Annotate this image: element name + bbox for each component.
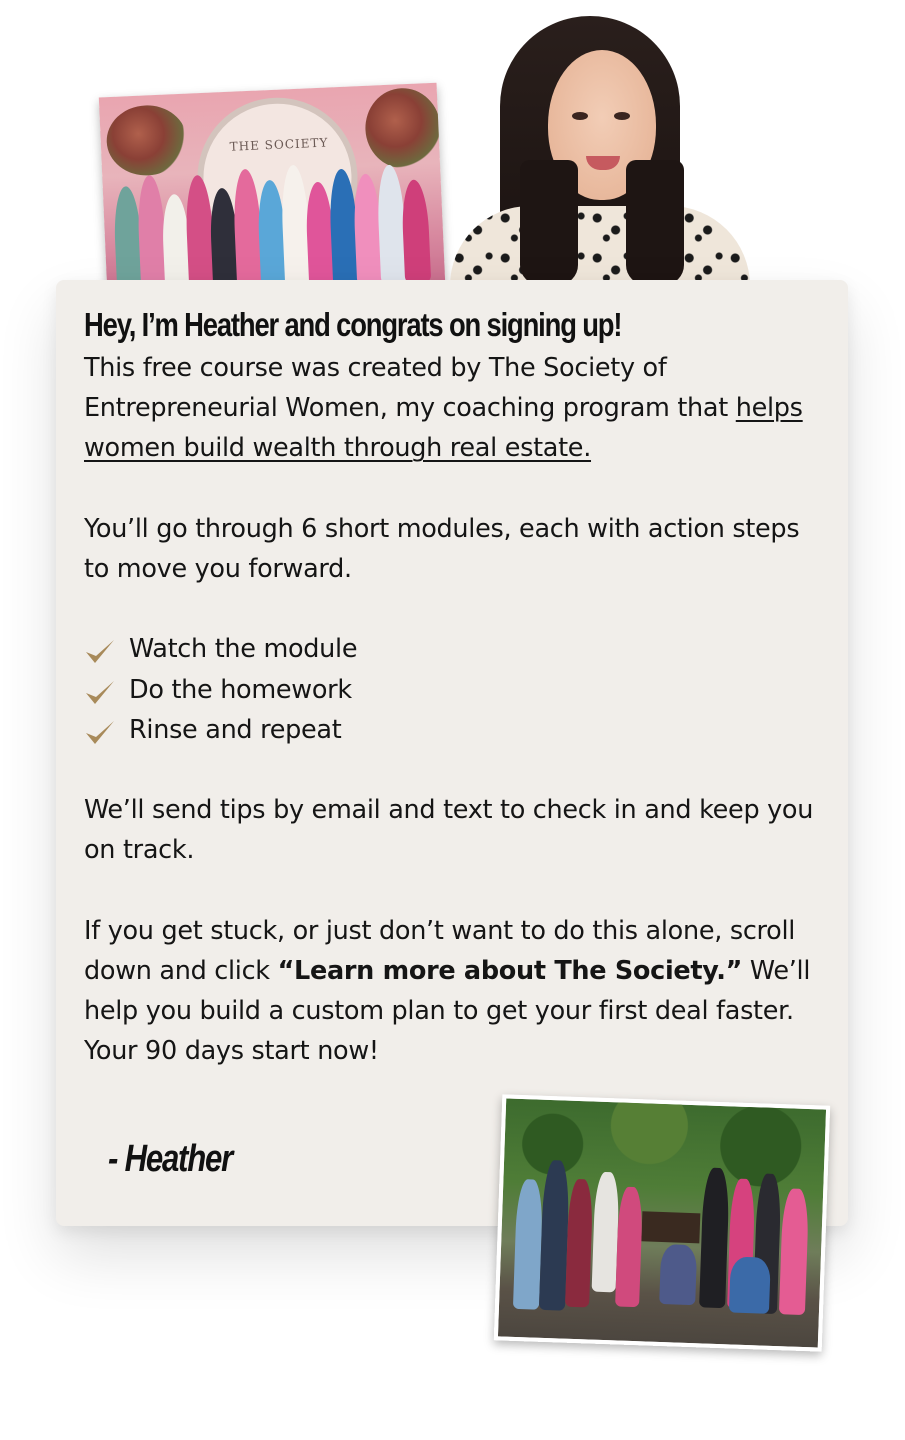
event-sign: THE SOCIETY — [229, 135, 329, 154]
learn-more-callout: “Learn more about The Society.” — [277, 955, 743, 986]
heather-portrait — [450, 10, 750, 282]
stuck-text-after: We’ll help you build a custom plan to get your first deal faster. — [84, 955, 811, 1027]
trail-sign — [641, 1211, 700, 1243]
checklist-item-label: Rinse and repeat — [129, 714, 342, 745]
portrait-hair-strand — [626, 160, 684, 282]
welcome-headline: Hey, I’m Heather and congrats on signing up! — [84, 306, 622, 343]
countdown-text: Your 90 days start now! — [84, 1036, 379, 1067]
stuck-paragraph — [84, 911, 829, 1032]
checklist-item-label: Do the homework — [129, 674, 352, 705]
steps-checklist — [84, 629, 829, 750]
portrait-blouse — [450, 206, 750, 282]
checklist-item — [84, 710, 829, 750]
welcome-card-content — [84, 302, 829, 1072]
wealth-link[interactable]: helps women build wealth through real estate. — [84, 393, 803, 464]
checkmark-icon — [84, 678, 116, 706]
modules-paragraph: You’ll go through 6 short modules, each with action steps to move you forward. — [84, 513, 800, 584]
tips-paragraph: We’ll send tips by email and text to check in and keep you on track. — [84, 795, 814, 866]
crowd-group — [102, 153, 445, 298]
checklist-item — [84, 629, 829, 669]
hiking-group-photo — [494, 1094, 830, 1351]
portrait-hair-strand — [520, 160, 578, 282]
event-group-photo — [99, 83, 445, 298]
checklist-item — [84, 670, 829, 710]
checkmark-icon — [84, 718, 116, 746]
welcome-card — [56, 280, 848, 1226]
intro-paragraph — [84, 348, 829, 469]
intro-text: This free course was created by The Society of Entrepreneurial Women, my coaching program that — [84, 353, 736, 424]
checklist-item-label: Watch the module — [129, 634, 358, 665]
signature: - Heather — [108, 1138, 232, 1180]
stuck-text: If you get stuck, or just don’t want to do this alone, scroll down and click — [84, 915, 796, 986]
checkmark-icon — [84, 637, 116, 665]
